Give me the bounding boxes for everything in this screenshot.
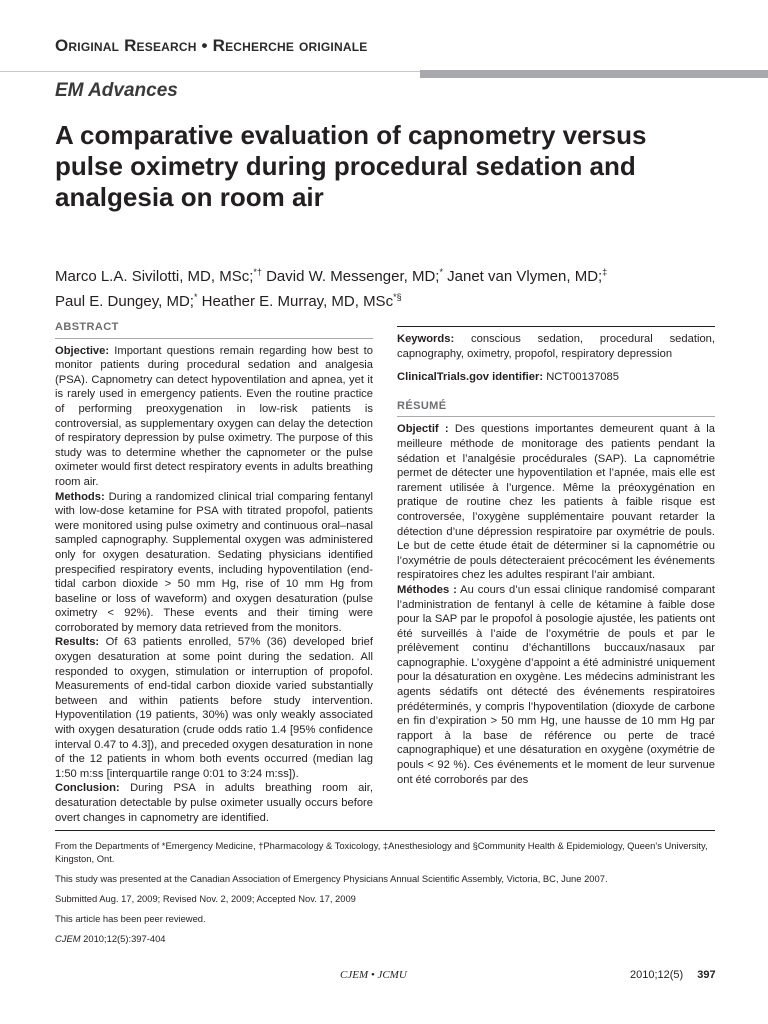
header-divider-bar [420,70,768,78]
author-name: Marco L.A. Sivilotti, MD, MSc; [55,268,254,285]
methodes-text: Au cours d’un essai clinique randomisé comparant l’administration de fentanyl à celle de kétamine à faible dose pour la SAP par le propofol à posologie ajustée, les patients ont été surveillés à l’aide de l’oxymétrie de pouls et par le prélèvement continu d’échantillons buccaux/nasaux par capnographie. L’oxygène d’appoint a été administré uniquement pour la désaturation en oxygène. Les médecins administrant les agents sédatifs ont détecté des événements respiratoires prédéterminés, y compris l’hypoventilation (dioxyde de carbone en fin d’expiration > 50 mm Hg, une hausse de 10 mm Hg par rapport à la base de référence ou perte de tracé capnographique) et une désaturation en oxygène (oxymétrie de pouls < 92 %). Ces événements et le moment de leur survenue ont été corroborés par des [397,583,715,786]
resume-methodes [397,583,715,787]
author-affiliation-mark: *† [253,267,262,277]
abstract-objective [55,344,373,490]
footnote-presented: This study was presented at the Canadian Association of Emergency Physicians Annual Scientific Assembly, Victoria, BC, June 2007. [55,873,608,884]
conclusion-text: During PSA in adults breathing room air, desaturation detectable by pulse oximeter usually occurs before overt changes in capnometry are identified. [55,782,374,824]
objectif-text: Des questions importantes demeurent quant à la meilleure méthode de monitorage des patients pendant la sédation et l’analgésie procédurales (SAP). La capnométrie permet de détecter une hypoventilation et l’apnée, mais elle est rarement utilisée à l’urgence. Même la préoxygénation en pratique de routine chez les patients à faible risque est controversée, l’oxygène supplémentaire pouvant retarder la détection d’une dépression respiratoire par oxymétrie de pouls. Le but de cette étude était de déterminer si la capnométrie ou l’oxymétrie de pouls détecteraient précocément les événements respiratoires chez les adultes respirant l’air ambiant. [397,423,716,582]
author-name: Heather E. Murray, MD, MSc [201,293,394,310]
abstract-conclusion-start [55,781,373,825]
results-text: Of 63 patients enrolled, 57% (36) developed brief oxygen desaturation at some point during the sedation. All responded to oxygen, stimulation or interruption of propofol. Measurements of end-tidal carbon dioxide varied substantially between and within patients before study intervention. Hypoventilation (19 patients, 30%) was only weakly associated with oxygen desaturation (crude odds ratio 1.4 [95% confidence interval 0.47 to 4.3]), and preceded oxygen desaturation in none of the 12 patients in whom both events occurred (median lag 1:50 m:ss [interquartile range 0:01 to 3:24 m:ss]). [55,636,374,780]
author-affiliation-mark: * [439,267,443,277]
objective-label: Objective: [55,344,110,357]
trial-identifier [397,370,715,385]
abstract-results [55,635,373,781]
footer-issue-page [630,969,716,981]
abstract-heading: ABSTRACT [55,320,373,339]
keywords-text: conscious sedation, procedural sedation, capnography, oximetry, propofol, respiratory depression [397,333,715,360]
methodes-label: Méthodes : [397,583,457,596]
keywords [397,332,715,361]
footnote-citation [55,932,715,945]
methods-text: During a randomized clinical trial comparing fentanyl with low-dose ketamine for PSA with titrated propofol, patients were monitored using pulse oximetry and continuous oral–nasal sampled capnography. Supplemental oxygen was administered only for oxygen desaturation. Sedating physicians identified prespecified respiratory events, including hypoventilation (end-tidal carbon dioxide > 50 mm Hg, rise of 10 mm Hg from baseline or loss of waveform) and oxygen desaturation (pulse oximetry < 92%). These events and their timing were corroborated by memory data retrieved from the monitors. [55,490,373,634]
section-sublabel: EM Advances [55,80,178,101]
footer-journal: CJEM • JCMU [340,969,407,981]
methods-label: Methods: [55,490,105,503]
citation-details: 2010;12(5):397-404 [83,933,166,944]
trial-label: ClinicalTrials.gov identifier: [397,371,544,384]
objective-text: Important questions remain regarding how best to monitor patients during procedural sedation and analgesia (PSA). Capnometry can detect hypoventilation and apnea, yet it is rarely used in emergency patients. Even the routine practice of performing preoxygenation in low-risk patients is controversial, as supplementary oxygen can delay the detection of respiratory depression by pulse oximetry. The purpose of this study was to determine whether the capnometer or the pulse oximeter would first detect respiratory events in adults breathing room air. [55,344,373,488]
footnote-review: This article has been peer reviewed. [55,913,206,924]
results-label: Results: [55,636,100,649]
author-affiliation-mark: ‡ [602,267,608,277]
footer-issue: 2010;12(5) [630,969,684,981]
author-list [55,262,715,312]
right-column [397,318,715,787]
article-title: A comparative evaluation of capnometry versus pulse oximetry during procedural sedation and analgesia on room air [55,120,647,212]
author-affiliation-mark: * [193,292,198,302]
abstract-column [55,320,373,825]
resume-heading: RÉSUMÉ [397,399,715,418]
section-label: Original Research • Recherche originale [55,36,368,55]
resume-objectif [397,422,715,583]
abstract-methods [55,490,373,636]
keywords-label: Keywords: [397,333,455,345]
author-name: Janet van Vlymen, MD; [447,268,603,285]
trial-id: NCT00137085 [546,371,619,384]
author-name: Paul E. Dungey, MD; [55,293,194,310]
citation-journal: CJEM [55,933,81,944]
footnote-dates: Submitted Aug. 17, 2009; Revised Nov. 2, 2009; Accepted Nov. 17, 2009 [55,893,356,904]
objectif-label: Objectif : [397,423,449,436]
author-affiliation-mark: *§ [393,292,402,302]
keywords-block [397,326,715,385]
footnote-affiliations: From the Departments of *Emergency Medicine, †Pharmacology & Toxicology, ‡Anesthesiology and §Community Health & Epidemiology, Queen’s University, Kingston, Ont. [55,840,708,864]
author-name: David W. Messenger, MD; [266,268,440,285]
footnotes [55,830,715,952]
page-number: 397 [697,969,716,981]
conclusion-label: Conclusion: [55,782,120,795]
